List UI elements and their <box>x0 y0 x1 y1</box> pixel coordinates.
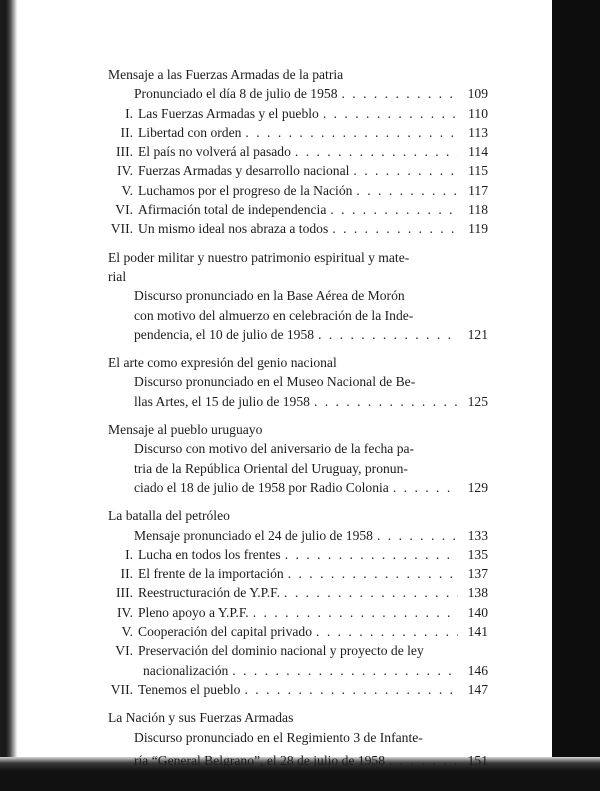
leader-dots <box>280 583 458 602</box>
entry-label: El país no volverá al pasado <box>138 144 291 160</box>
toc-entry <box>108 622 488 641</box>
toc-entry <box>108 564 488 583</box>
section-title: La Nación y sus Fuerzas Armadas <box>108 710 294 726</box>
leader-dots <box>352 181 458 200</box>
entry-description: Discurso pronunciado en el Museo Nacional de Be- <box>134 374 416 390</box>
leader-dots <box>319 104 458 123</box>
section-title: La batalla del petróleo <box>108 508 230 524</box>
entry-description: Discurso pronunciado en la Base Aérea de Morón <box>134 288 405 304</box>
page-number: 137 <box>467 566 488 582</box>
toc-entry <box>108 526 488 545</box>
toc-entry <box>134 392 488 411</box>
toc-entry <box>108 641 488 680</box>
leader-dots <box>249 603 458 622</box>
entry-label: llas Artes, el 15 de julio de 1958 <box>134 393 310 409</box>
roman-numeral: III. <box>116 585 133 601</box>
roman-numeral: I. <box>125 105 133 121</box>
entry-description: Discurso pronunciado en el Regimiento 3 de Infante- <box>134 729 423 745</box>
roman-numeral: IV. <box>117 163 133 179</box>
toc-section <box>108 353 488 411</box>
entry-description: tria de la República Oriental del Uruguay, pronun- <box>134 460 408 476</box>
page-number: 129 <box>467 479 488 495</box>
toc-entry <box>108 123 488 142</box>
leader-dots <box>349 161 458 180</box>
toc-entry <box>108 219 488 238</box>
section-title: Mensaje a las Fuerzas Armadas de la patria <box>108 67 344 82</box>
entry-label: Pleno apoyo a Y.P.F. <box>138 604 249 620</box>
entry-label: Mensaje pronunciado el 24 de julio de 1958 <box>134 527 373 543</box>
toc-section <box>108 506 488 699</box>
page-number: 118 <box>468 202 488 218</box>
toc-entry <box>108 545 488 564</box>
leader-dots <box>241 123 458 142</box>
page-number: 135 <box>467 546 488 562</box>
page-number: 114 <box>468 144 488 160</box>
leader-dots <box>284 564 458 583</box>
entry-label: Afirmación total de independencia <box>138 202 327 218</box>
leader-dots <box>373 526 458 545</box>
section-title-cont: rial <box>108 268 127 284</box>
page-number: 147 <box>467 681 488 697</box>
roman-numeral: V. <box>121 182 133 198</box>
leader-dots <box>328 219 458 238</box>
scan-border-left <box>0 0 18 791</box>
entry-label: Cooperación del capital privado <box>138 624 313 640</box>
entry-description: con motivo del almuerzo en celebración de la Inde- <box>134 307 414 323</box>
roman-numeral: I. <box>125 546 133 562</box>
entry-label: Fuerzas Armadas y desarrollo nacional <box>138 163 350 179</box>
roman-numeral: VI. <box>115 643 133 659</box>
toc-entry <box>134 478 488 497</box>
table-of-contents <box>108 65 488 779</box>
section-title: Mensaje al pueblo uruguayo <box>108 422 263 438</box>
page-number: 138 <box>467 585 488 601</box>
page-number: 115 <box>468 163 488 179</box>
roman-numeral: II. <box>120 124 133 140</box>
scan-border-right <box>552 0 600 791</box>
leader-dots <box>291 142 458 161</box>
page-number: 109 <box>467 86 488 102</box>
toc-entry <box>108 104 488 123</box>
leader-dots <box>312 622 458 641</box>
entry-label: Luchamos por el progreso de la Nación <box>138 182 353 198</box>
entry-label: El frente de la importación <box>138 566 284 582</box>
entry-label: ría “General Belgrano”, el 28 de julio de 1958 <box>134 752 386 768</box>
entry-label: Reestructuración de Y.P.F. <box>138 585 281 601</box>
entry-label: pendencia, el 10 de julio de 1958 <box>134 326 315 342</box>
toc-section <box>108 248 488 344</box>
entry-description: Discurso con motivo del aniversario de la fecha pa- <box>134 441 415 457</box>
roman-numeral: IV. <box>117 604 133 620</box>
toc-entry <box>108 603 488 622</box>
toc-entry <box>108 680 488 699</box>
entry-label: Lucha en todos los frentes <box>138 546 281 562</box>
toc-entry <box>108 161 488 180</box>
page-number: 113 <box>468 124 488 140</box>
page-number: 119 <box>468 221 488 237</box>
leader-dots <box>385 751 458 770</box>
toc-entry <box>108 583 488 602</box>
page-number: 125 <box>467 393 488 409</box>
toc-entry <box>108 142 488 161</box>
leader-dots <box>314 325 458 344</box>
toc-entry <box>108 200 488 219</box>
leader-dots <box>281 545 458 564</box>
roman-numeral: VII. <box>110 681 133 697</box>
page-number: 133 <box>467 527 488 543</box>
roman-numeral: VI. <box>115 202 133 218</box>
section-title: El arte como expresión del genio nacional <box>108 355 337 371</box>
page-number: 151 <box>467 752 488 768</box>
entry-label: Tenemos el pueblo <box>138 681 241 697</box>
entry-label: Pronunciado el día 8 de julio de 1958 <box>134 86 338 102</box>
roman-numeral: II. <box>120 566 133 582</box>
book-page <box>18 0 552 768</box>
toc-entry <box>108 84 488 103</box>
roman-numeral: III. <box>116 144 133 160</box>
leader-dots <box>338 84 459 103</box>
leader-dots <box>310 392 458 411</box>
entry-label: Un mismo ideal nos abraza a todos <box>138 221 329 237</box>
page-number: 140 <box>467 604 488 620</box>
entry-label: Las Fuerzas Armadas y el pueblo <box>138 105 319 121</box>
toc-entry <box>134 325 488 344</box>
leader-dots <box>326 200 458 219</box>
page-number: 146 <box>467 662 488 678</box>
leader-dots <box>389 478 458 497</box>
entry-label: Libertad con orden <box>138 124 242 140</box>
entry-label: ciado el 18 de julio de 1958 por Radio Colonia <box>134 479 389 495</box>
toc-section <box>108 420 488 497</box>
toc-section <box>108 708 488 770</box>
section-title: El poder militar y nuestro patrimonio espiritual y mate- <box>108 249 410 265</box>
page-number: 110 <box>468 105 488 121</box>
leader-dots <box>240 680 458 699</box>
toc-section <box>108 65 488 239</box>
page-number: 117 <box>468 182 488 198</box>
toc-entry <box>108 181 488 200</box>
entry-label: Preservación del dominio nacional y proyecto de ley <box>138 643 424 659</box>
roman-numeral: V. <box>121 624 133 640</box>
leader-dots <box>228 661 458 680</box>
page-number: 121 <box>467 326 488 342</box>
page-number: 141 <box>467 624 488 640</box>
entry-label-cont: nacionalización <box>143 662 229 678</box>
roman-numeral: VII. <box>110 221 133 237</box>
toc-entry <box>134 751 488 770</box>
